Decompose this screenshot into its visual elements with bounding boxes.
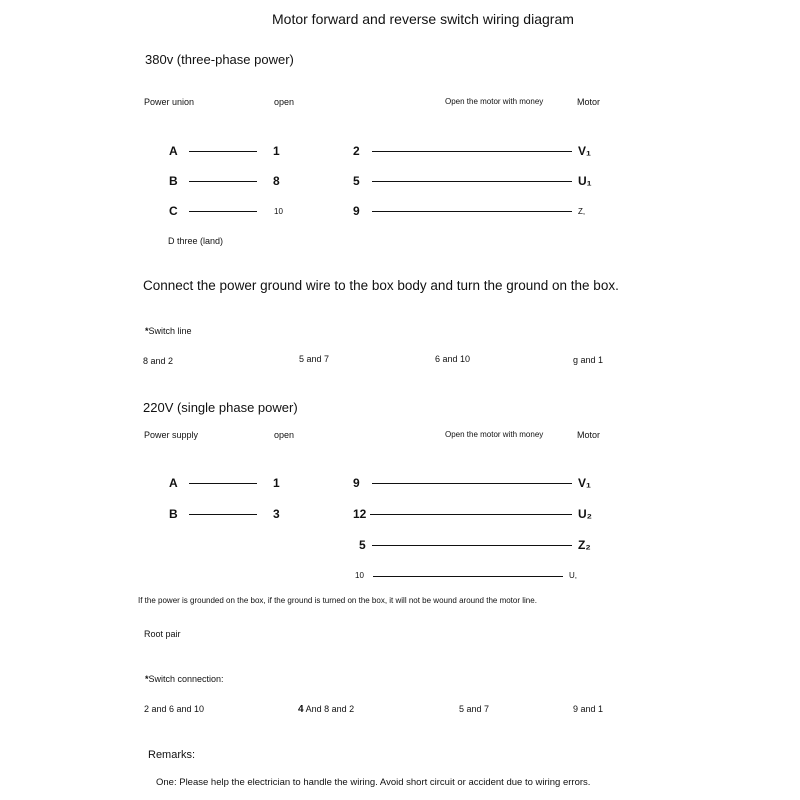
switch-pair: 4 And 8 and 2 bbox=[298, 704, 355, 715]
wire-line bbox=[189, 151, 257, 152]
switch-pair: g and 1 bbox=[573, 355, 604, 365]
star-icon: * bbox=[145, 674, 149, 684]
ground-note-single: If the power is grounded on the box, if the ground is turned on the box, it will not be wound around the motor line. bbox=[138, 596, 537, 605]
switch-pair: 8 and 2 bbox=[143, 356, 174, 366]
terminal-money: 10 bbox=[355, 571, 364, 580]
switch-pair: 9 and 1 bbox=[573, 704, 604, 714]
remarks-label: Remarks: bbox=[148, 749, 196, 761]
terminal-source-c: C bbox=[169, 204, 178, 218]
wire-line bbox=[372, 181, 572, 182]
terminal-open: 1 bbox=[273, 144, 280, 158]
header-open: open bbox=[274, 97, 295, 107]
page-title: Motor forward and reverse switch wiring diagram bbox=[272, 11, 574, 27]
switch-pair: 5 and 7 bbox=[299, 354, 330, 364]
terminal-open: 8 bbox=[273, 174, 280, 188]
header-power-supply: Power supply bbox=[144, 430, 199, 440]
ground-note: Connect the power ground wire to the box body and turn the ground on the box. bbox=[143, 278, 619, 293]
terminal-open: 3 bbox=[273, 507, 280, 521]
single-phase-heading: 220V (single phase power) bbox=[143, 400, 298, 415]
switch-pair: 6 and 10 bbox=[435, 354, 471, 364]
terminal-motor: Z, bbox=[578, 207, 586, 216]
wire-line bbox=[370, 514, 572, 515]
terminal-open: 1 bbox=[273, 476, 280, 490]
wire-line bbox=[189, 483, 257, 484]
wire-line bbox=[189, 211, 257, 212]
wire-line bbox=[189, 181, 257, 182]
terminal-source-b: B bbox=[169, 174, 178, 188]
terminal-source-b: B bbox=[169, 507, 178, 521]
wire-line bbox=[372, 151, 572, 152]
header-motor: Motor bbox=[577, 97, 601, 107]
remarks-text: One: Please help the electrician to handle the wiring. Avoid short circuit or accident due to wiring errors. bbox=[156, 777, 591, 788]
header-power-union: Power union bbox=[144, 97, 195, 107]
terminal-money: 12 bbox=[353, 507, 367, 521]
switch-connection-label: *Switch connection: bbox=[145, 674, 224, 684]
switch-line-label: *Switch line bbox=[145, 326, 192, 336]
star-icon: * bbox=[145, 326, 149, 336]
terminal-motor: U, bbox=[569, 571, 577, 580]
wire-line bbox=[372, 545, 572, 546]
header-open-motor-money: Open the motor with money bbox=[445, 430, 544, 439]
root-pair-label: Root pair bbox=[144, 629, 181, 639]
terminal-motor: V₁ bbox=[578, 144, 591, 158]
header-open: open bbox=[274, 430, 295, 440]
terminal-motor: U₁ bbox=[578, 174, 592, 188]
wire-line bbox=[373, 576, 563, 577]
terminal-motor: V₁ bbox=[578, 476, 591, 490]
wire-line bbox=[189, 514, 257, 515]
ground-label: D three (land) bbox=[168, 236, 224, 246]
switch-pair: 5 and 7 bbox=[459, 704, 490, 714]
terminal-source-a: A bbox=[169, 144, 178, 158]
terminal-money: 9 bbox=[353, 204, 360, 218]
terminal-open: 10 bbox=[274, 207, 283, 216]
switch-pair: 2 and 6 and 10 bbox=[144, 704, 205, 714]
header-motor: Motor bbox=[577, 430, 601, 440]
wire-line bbox=[372, 211, 572, 212]
wire-line bbox=[372, 483, 572, 484]
terminal-money: 2 bbox=[353, 144, 360, 158]
terminal-money: 9 bbox=[353, 476, 360, 490]
terminal-money: 5 bbox=[359, 538, 366, 552]
terminal-money: 5 bbox=[353, 174, 360, 188]
terminal-source-a: A bbox=[169, 476, 178, 490]
terminal-motor: Z₂ bbox=[578, 538, 591, 552]
header-open-motor-money: Open the motor with money bbox=[445, 97, 544, 106]
terminal-motor: U₂ bbox=[578, 507, 592, 521]
three-phase-heading: 380v (three-phase power) bbox=[145, 52, 294, 67]
